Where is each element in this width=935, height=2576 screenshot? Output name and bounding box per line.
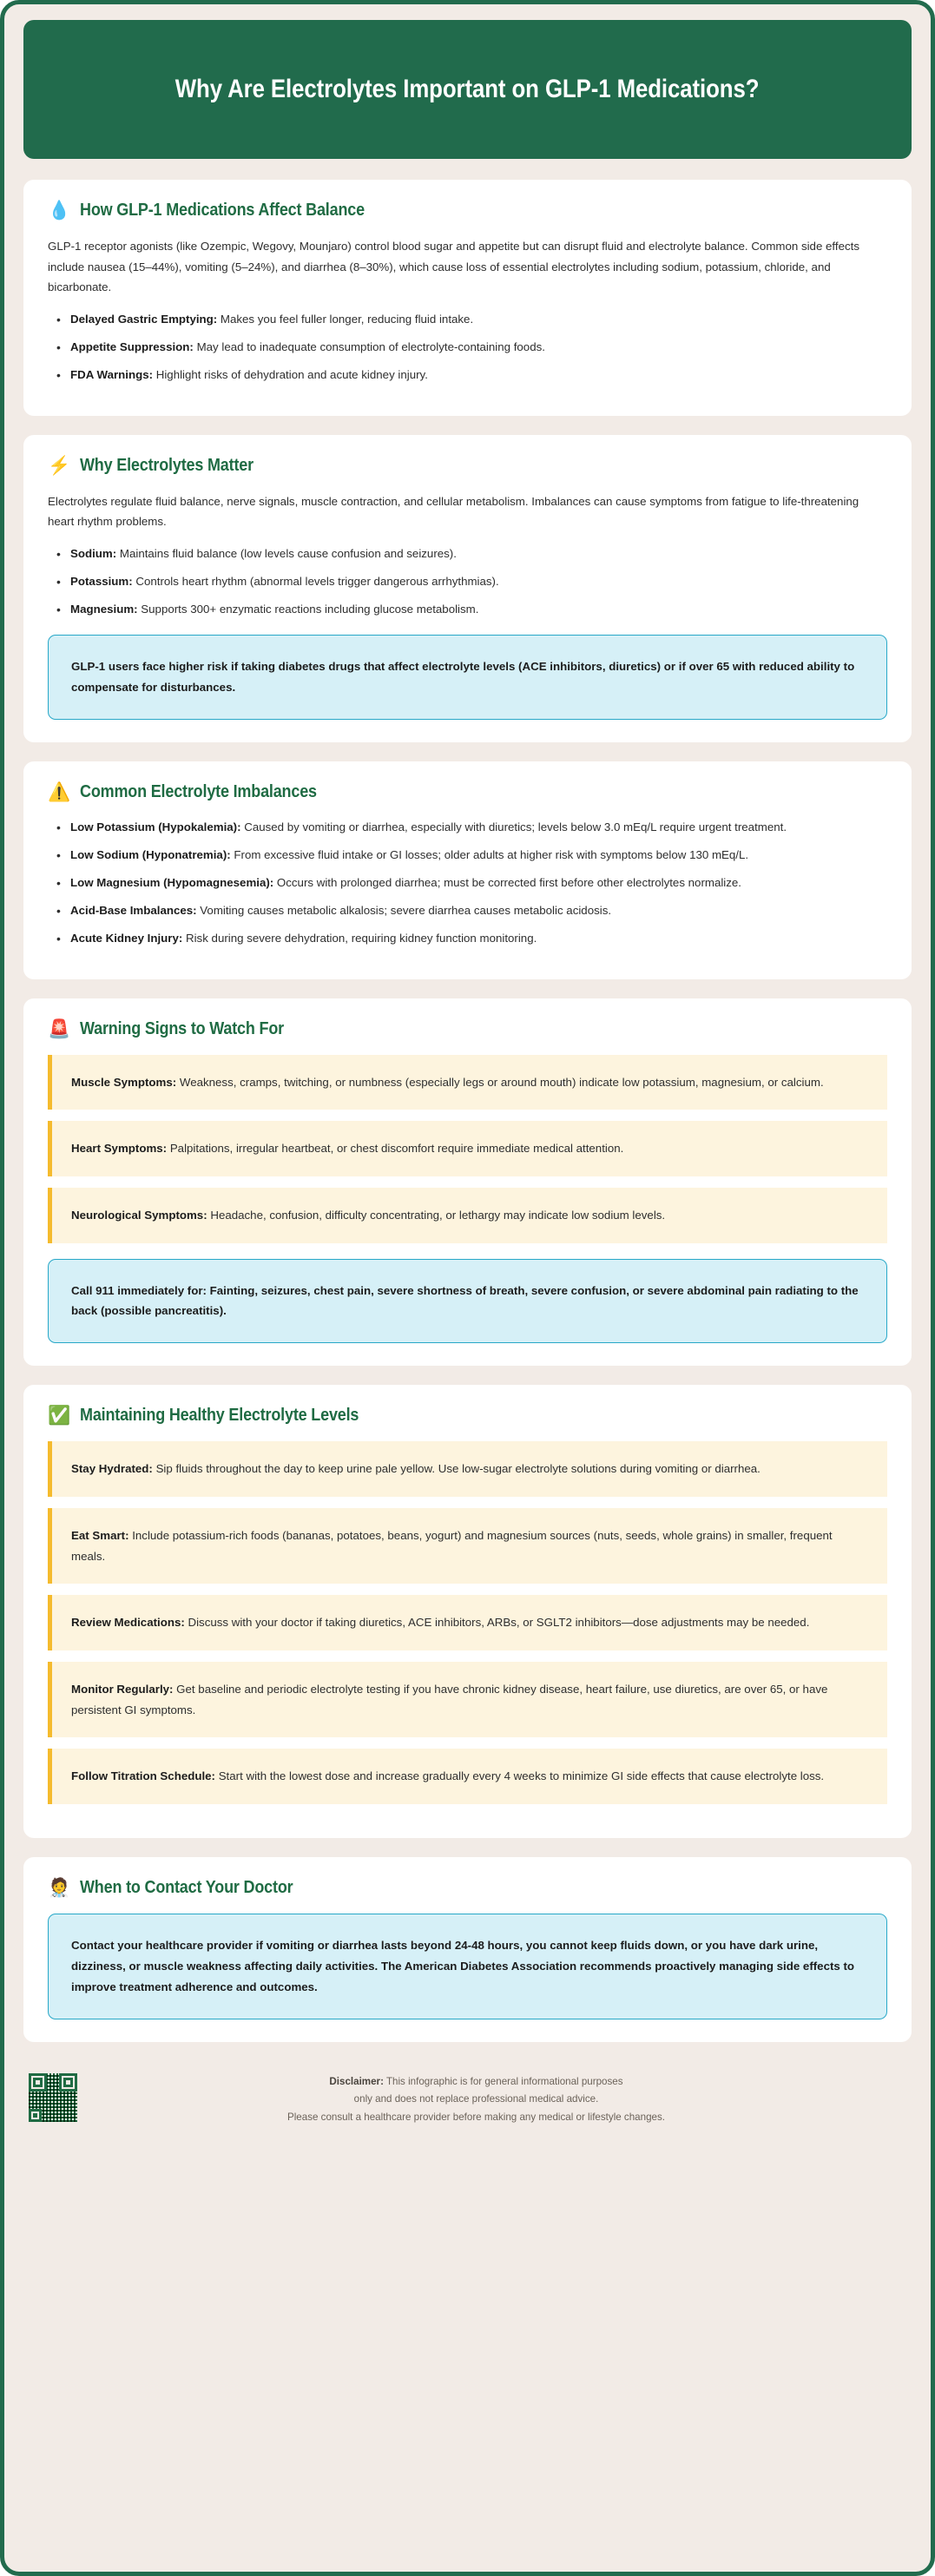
highlight-row	[48, 1595, 887, 1650]
highlight-row	[48, 1749, 887, 1804]
highlight-text	[71, 1679, 868, 1720]
highlight-body: Weakness, cramps, twitching, or numbness (especially legs or around mouth) indicate low potassium, magnesium, or calcium.	[179, 1075, 824, 1089]
callout-text: Contact your healthcare provider if vomiting or diarrhea lasts beyond 24-48 hours, you cannot keep fluids down, or you have dark urine, dizziness, or muscle weakness affecting daily activities. The American Diabetes Association recommends proactively managing side effects to improve treatment adherence and outcomes.	[71, 1938, 855, 1993]
list-item-lead: Low Magnesium (Hypomagnesemia):	[70, 876, 274, 889]
page-title: Why Are Electrolytes Important on GLP-1 Medications?	[175, 75, 760, 103]
callout-text: GLP-1 users face higher risk if taking diabetes drugs that affect electrolyte levels (ACE inhibitors, diuretics) or if over 65 with reduced ability to compensate for disturbances.	[71, 660, 855, 695]
section-title: Why Electrolytes Matter	[80, 455, 254, 475]
section-header	[48, 1019, 887, 1039]
disclaimer-line-2: only and does not replace professional medical advice.	[353, 2093, 599, 2105]
list-item-text: Caused by vomiting or diarrhea, especially with diuretics; levels below 3.0 mEq/L require urgent treatment.	[244, 820, 787, 834]
warning-triangle-icon: ⚠️	[48, 782, 71, 803]
footer	[20, 2061, 915, 2146]
disclaimer-line-1: This infographic is for general informational purposes	[385, 2075, 623, 2087]
lightning-bolt-icon: ⚡	[48, 455, 71, 476]
header-banner	[23, 20, 912, 159]
highlight-row	[48, 1188, 887, 1243]
list-item-text: Controls heart rhythm (abnormal levels trigger dangerous arrhythmias).	[135, 574, 499, 588]
contact-doctor-callout-box	[48, 1914, 887, 2019]
list-item-text: Risk during severe dehydration, requiring kidney function monitoring.	[186, 931, 537, 945]
highlight-row	[48, 1441, 887, 1497]
list-item-lead: Low Potassium (Hypokalemia):	[70, 820, 241, 834]
section-card-warning-signs	[23, 998, 912, 1367]
list-item-lead: Potassium:	[70, 574, 133, 588]
disclaimer-line-3: Please consult a healthcare provider before making any medical or lifestyle changes.	[286, 2112, 665, 2123]
highlight-lead: Monitor Regularly:	[71, 1683, 174, 1696]
bullet-list	[48, 310, 887, 385]
section-header	[48, 1406, 887, 1426]
highlight-lead: Neurological Symptoms:	[71, 1208, 207, 1222]
section-header	[48, 201, 887, 221]
highlight-text	[71, 1766, 868, 1787]
section-title: Common Electrolyte Imbalances	[80, 782, 318, 802]
highlight-text	[71, 1138, 868, 1159]
section-card-common-imbalances	[23, 761, 912, 978]
highlight-lead: Follow Titration Schedule:	[71, 1769, 215, 1783]
list-item-text: Highlight risks of dehydration and acute kidney injury.	[155, 367, 428, 381]
list-item	[48, 366, 887, 385]
siren-alarm-icon: 🚨	[48, 1018, 71, 1039]
list-item-text: May lead to inadequate consumption of electrolyte-containing foods.	[196, 339, 545, 353]
section-card-why-electrolytes-matter	[23, 435, 912, 743]
list-item-text: Occurs with prolonged diarrhea; must be corrected first before other electrolytes normalize.	[276, 876, 741, 889]
section-paragraph: GLP-1 receptor agonists (like Ozempic, Wegovy, Mounjaro) control blood sugar and appetite but can disrupt fluid and electrolyte balance. Common side effects include nausea (15–44%), vomiting (5–24%), and diarrhea (8–30%), which cause loss of essential electrolytes including sodium, potassium, chloride, and bicarbonate.	[48, 240, 859, 294]
disclaimer-lead: Disclaimer:	[329, 2075, 384, 2087]
list-item-lead: Low Sodium (Hyponatremia):	[70, 848, 231, 862]
highlight-text	[71, 1525, 868, 1566]
highlight-body: Get baseline and periodic electrolyte testing if you have chronic kidney disease, heart failure, use diuretics, are over 65, or have persistent GI symptoms.	[71, 1683, 828, 1716]
list-item	[48, 572, 887, 592]
highlight-row	[48, 1508, 887, 1584]
list-item-text: From excessive fluid intake or GI losses; older adults at higher risk with symptoms below 130 mEq/L.	[234, 848, 749, 862]
list-item	[48, 901, 887, 921]
highlight-lead: Heart Symptoms:	[71, 1142, 168, 1156]
list-item	[48, 338, 887, 358]
list-item-lead: Appetite Suppression:	[70, 339, 194, 353]
section-title: Warning Signs to Watch For	[80, 1018, 285, 1038]
emergency-callout-box	[48, 1259, 887, 1344]
section-card-contact-doctor	[23, 1857, 912, 2042]
highlight-body: Include potassium-rich foods (bananas, potatoes, beans, yogurt) and magnesium sources (nuts, seeds, whole grains) in smaller, frequent meals.	[71, 1529, 833, 1563]
list-item-lead: Sodium:	[70, 546, 117, 560]
list-item	[48, 544, 887, 564]
highlight-text	[71, 1205, 868, 1226]
highlight-body: Palpitations, irregular heartbeat, or chest discomfort require immediate medical attention.	[169, 1142, 624, 1156]
list-item-lead: Magnesium:	[70, 602, 138, 616]
disclaimer	[95, 2073, 906, 2127]
list-item	[48, 873, 887, 893]
highlight-lead: Review Medications:	[71, 1616, 185, 1630]
qr-code[interactable]	[29, 2073, 77, 2122]
section-card-maintaining-levels	[23, 1385, 912, 1838]
list-item-text: Supports 300+ enzymatic reactions including glucose metabolism.	[141, 602, 479, 616]
list-item	[48, 600, 887, 620]
risk-callout-box	[48, 635, 887, 720]
doctor-icon: 🧑‍⚕️	[48, 1877, 71, 1898]
list-item-text: Makes you feel fuller longer, reducing fluid intake.	[220, 312, 474, 326]
highlight-row	[48, 1121, 887, 1176]
section-paragraph: Electrolytes regulate fluid balance, nerve signals, muscle contraction, and cellular metabolism. Imbalances can cause symptoms from fatigue to life-threatening heart rhythm problems.	[48, 494, 859, 529]
highlight-text	[71, 1612, 868, 1633]
highlight-body: Sip fluids throughout the day to keep urine pale yellow. Use low-sugar electrolyte solutions during vomiting or diarrhea.	[155, 1462, 761, 1476]
list-item	[48, 310, 887, 330]
list-item	[48, 929, 887, 949]
list-item-lead: FDA Warnings:	[70, 367, 154, 381]
highlight-lead: Muscle Symptoms:	[71, 1075, 177, 1089]
callout-text: Call 911 immediately for: Fainting, seizures, chest pain, severe shortness of breath, severe confusion, or severe abdominal pain radiating to the back (possible pancreatitis).	[71, 1283, 859, 1318]
highlight-body: Start with the lowest dose and increase gradually every 4 weeks to minimize GI side effects that cause electrolyte loss.	[218, 1769, 825, 1783]
highlight-body: Discuss with your doctor if taking diuretics, ACE inhibitors, ARBs, or SGLT2 inhibitors—dose adjustments may be needed.	[188, 1616, 810, 1630]
highlight-lead: Stay Hydrated:	[71, 1462, 153, 1476]
section-header	[48, 782, 887, 802]
section-card-how-glp1-affects-balance	[23, 180, 912, 416]
list-item-lead: Delayed Gastric Emptying:	[70, 312, 218, 326]
list-item	[48, 846, 887, 866]
list-item	[48, 818, 887, 838]
highlight-lead: Eat Smart:	[71, 1529, 129, 1543]
highlight-row	[48, 1055, 887, 1110]
bullet-list	[48, 818, 887, 948]
list-item-lead: Acid-Base Imbalances:	[70, 903, 197, 917]
highlight-body: Headache, confusion, difficulty concentrating, or lethargy may indicate low sodium levels.	[210, 1208, 666, 1222]
list-item-text: Vomiting causes metabolic alkalosis; severe diarrhea causes metabolic acidosis.	[200, 903, 612, 917]
section-header	[48, 1878, 887, 1898]
list-item-text: Maintains fluid balance (low levels cause confusion and seizures).	[119, 546, 457, 560]
section-title: Maintaining Healthy Electrolyte Levels	[80, 1406, 359, 1426]
section-title: When to Contact Your Doctor	[80, 1877, 293, 1897]
water-droplet-icon: 💧	[48, 201, 71, 221]
green-check-box-icon: ✅	[48, 1406, 71, 1426]
section-header	[48, 456, 887, 476]
highlight-row	[48, 1662, 887, 1737]
highlight-text	[71, 1459, 868, 1479]
list-item-lead: Acute Kidney Injury:	[70, 931, 183, 945]
bullet-list	[48, 544, 887, 620]
section-title: How GLP-1 Medications Affect Balance	[80, 201, 365, 220]
highlight-text	[71, 1072, 868, 1093]
qr-finder-bottom-left	[29, 2109, 42, 2122]
